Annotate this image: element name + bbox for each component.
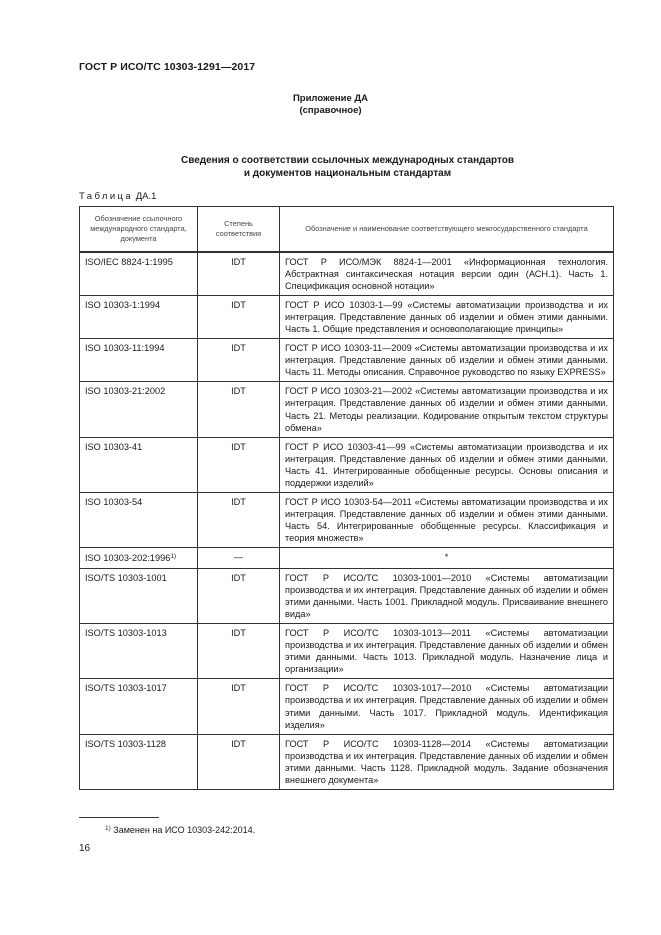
reference-designation: ISO/TS 10303-1001: [85, 572, 167, 583]
section-title-line-2: и документов национальным стандартам: [243, 168, 452, 179]
reference-designation: ISO 10303-54: [85, 497, 143, 508]
cell-degree: IDT: [198, 623, 280, 678]
table-row: [80, 295, 614, 338]
document-header: ГОСТ Р ИСО/ТС 10303-1291—2017: [79, 61, 256, 73]
footnote-text: Заменен на ИСО 10303-242:2014.: [110, 825, 256, 835]
cell-reference: [80, 437, 198, 492]
cell-national-standard: ГОСТ Р ИСО/ТС 10303-1128—2014 «Системы автоматизации производства и их интеграция. Представление данных об изделии и обмен этими данными. Часть 1128. Прикладной модуль. Задание обозначения внешнего документа»: [280, 734, 614, 789]
table-caption-word: Таблица: [79, 191, 134, 202]
footnote-separator: [79, 817, 159, 818]
footnote: [105, 825, 255, 835]
annex-subtitle: (справочное): [299, 105, 362, 116]
reference-designation: ISO/TS 10303-1128: [85, 738, 167, 749]
cell-national-standard: ГОСТ Р ИСО/МЭК 8824-1—2001 «Информационная технология. Абстрактная синтаксическая нотация версии один (АСН.1). Часть 1. Спецификация основной нотации»: [280, 252, 614, 296]
table-row: [80, 493, 614, 548]
section-title: [0, 154, 661, 180]
cell-reference: [80, 734, 198, 789]
reference-designation: ISO 10303-1:1994: [85, 299, 161, 310]
cell-national-standard: ГОСТ Р ИСО 10303-11—2009 «Системы автоматизации производства и их интеграция. Представление данных об изделии и обмен этими данными. Часть 11. Методы описания. Справочное руководство по языку EXPRESS»: [280, 339, 614, 382]
cell-reference: [80, 339, 198, 382]
column-header-reference: Обозначение ссылочного международного стандарта, документа: [80, 207, 198, 252]
cell-reference: [80, 252, 198, 296]
reference-designation: ISO 10303-41: [85, 441, 143, 452]
cell-national-standard: ГОСТ Р ИСО/ТС 10303-1017—2010 «Системы автоматизации производства и их интеграция. Представление данных об изделии и обмен этими данными. Часть 1017. Прикладной модуль. Идентификация изделия»: [280, 679, 614, 734]
cell-national-standard: ГОСТ Р ИСО/ТС 10303-1013—2011 «Системы автоматизации производства и их интеграция. Представление данных об изделии и обмен этими данными. Часть 1013. Прикладной модуль. Назначение лица и организации»: [280, 623, 614, 678]
cell-degree: IDT: [198, 382, 280, 437]
cell-degree: IDT: [198, 437, 280, 492]
cell-reference: [80, 679, 198, 734]
cell-national-standard: ГОСТ Р ИСО 10303-21—2002 «Системы автоматизации производства и их интеграция. Представление данных об изделии и обмен этими данными. Часть 21. Методы реализации. Кодирование открытым текстом структуры обмена»: [280, 382, 614, 437]
annex-title: Приложение ДА: [292, 93, 369, 104]
section-title-line-1: Сведения о соответствии ссылочных международных стандартов: [180, 155, 515, 166]
cell-degree: IDT: [198, 679, 280, 734]
reference-designation: ISO 10303-11:1994: [85, 343, 165, 354]
reference-designation: ISO 10303-202:1996: [85, 553, 171, 564]
cell-reference: [80, 568, 198, 623]
reference-designation: ISO/TS 10303-1013: [85, 627, 167, 638]
table-caption: [79, 191, 156, 202]
table-header-row: [80, 207, 614, 252]
table-row: [80, 623, 614, 678]
table-row: [80, 437, 614, 492]
cell-reference: [80, 382, 198, 437]
table-row: [80, 548, 614, 568]
footnote-marker: 1): [105, 825, 111, 832]
footnote-reference: 1): [170, 553, 177, 561]
cell-degree: —: [198, 548, 280, 568]
column-header-degree: Степень соответствия: [198, 207, 280, 252]
cell-reference: [80, 493, 198, 548]
cell-degree: IDT: [198, 568, 280, 623]
table-row: [80, 568, 614, 623]
reference-designation: ISO/TS 10303-1017: [85, 683, 167, 694]
reference-designation: ISO 10303-21:2002: [85, 386, 166, 397]
cell-degree: IDT: [198, 252, 280, 296]
table-row: [80, 252, 614, 296]
cell-degree: IDT: [198, 339, 280, 382]
table-row: [80, 734, 614, 789]
cell-national-standard: *: [280, 548, 614, 568]
cell-national-standard: ГОСТ Р ИСО/ТС 10303-1001—2010 «Системы автоматизации производства и их интеграция. Представление данных об изделии и обмен этими данными. Часть 1001. Прикладной модуль. Присваивание внешнего вида»: [280, 568, 614, 623]
cell-reference: [80, 295, 198, 338]
table-caption-number: ДА.1: [133, 191, 157, 202]
cell-reference: [80, 623, 198, 678]
reference-designation: ISO/IEC 8824-1:1995: [85, 256, 173, 267]
cell-national-standard: ГОСТ Р ИСО 10303-41—99 «Системы автоматизации производства и их интеграция. Представление данных об изделии и обмен этими данными. Часть 41. Интегрированные обобщенные ресурсы. Основы описания и поддержки изделий»: [280, 437, 614, 492]
annex-heading: [0, 93, 661, 117]
cell-national-standard: ГОСТ Р ИСО 10303-54—2011 «Системы автоматизации производства и их интеграция. Представление данных об изделии и обмен этими данными. Часть 54. Интегрированные обобщенные ресурсы. Классификация и теория множеств»: [280, 493, 614, 548]
cell-degree: IDT: [198, 295, 280, 338]
cell-national-standard: ГОСТ Р ИСО 10303-1—99 «Системы автоматизации производства и их интеграция. Представление данных об изделии и обмен этими данными. Часть 1. Общие представления и основополагающие принципы»: [280, 295, 614, 338]
cell-reference: [80, 548, 198, 568]
table-row: [80, 382, 614, 437]
table-row: [80, 679, 614, 734]
column-header-national: Обозначение и наименование соответствующего межгосударственного стандарта: [280, 207, 614, 252]
cell-degree: IDT: [198, 734, 280, 789]
correspondence-table: [79, 206, 614, 790]
page-number: 16: [79, 843, 91, 854]
cell-degree: IDT: [198, 493, 280, 548]
table-row: [80, 339, 614, 382]
